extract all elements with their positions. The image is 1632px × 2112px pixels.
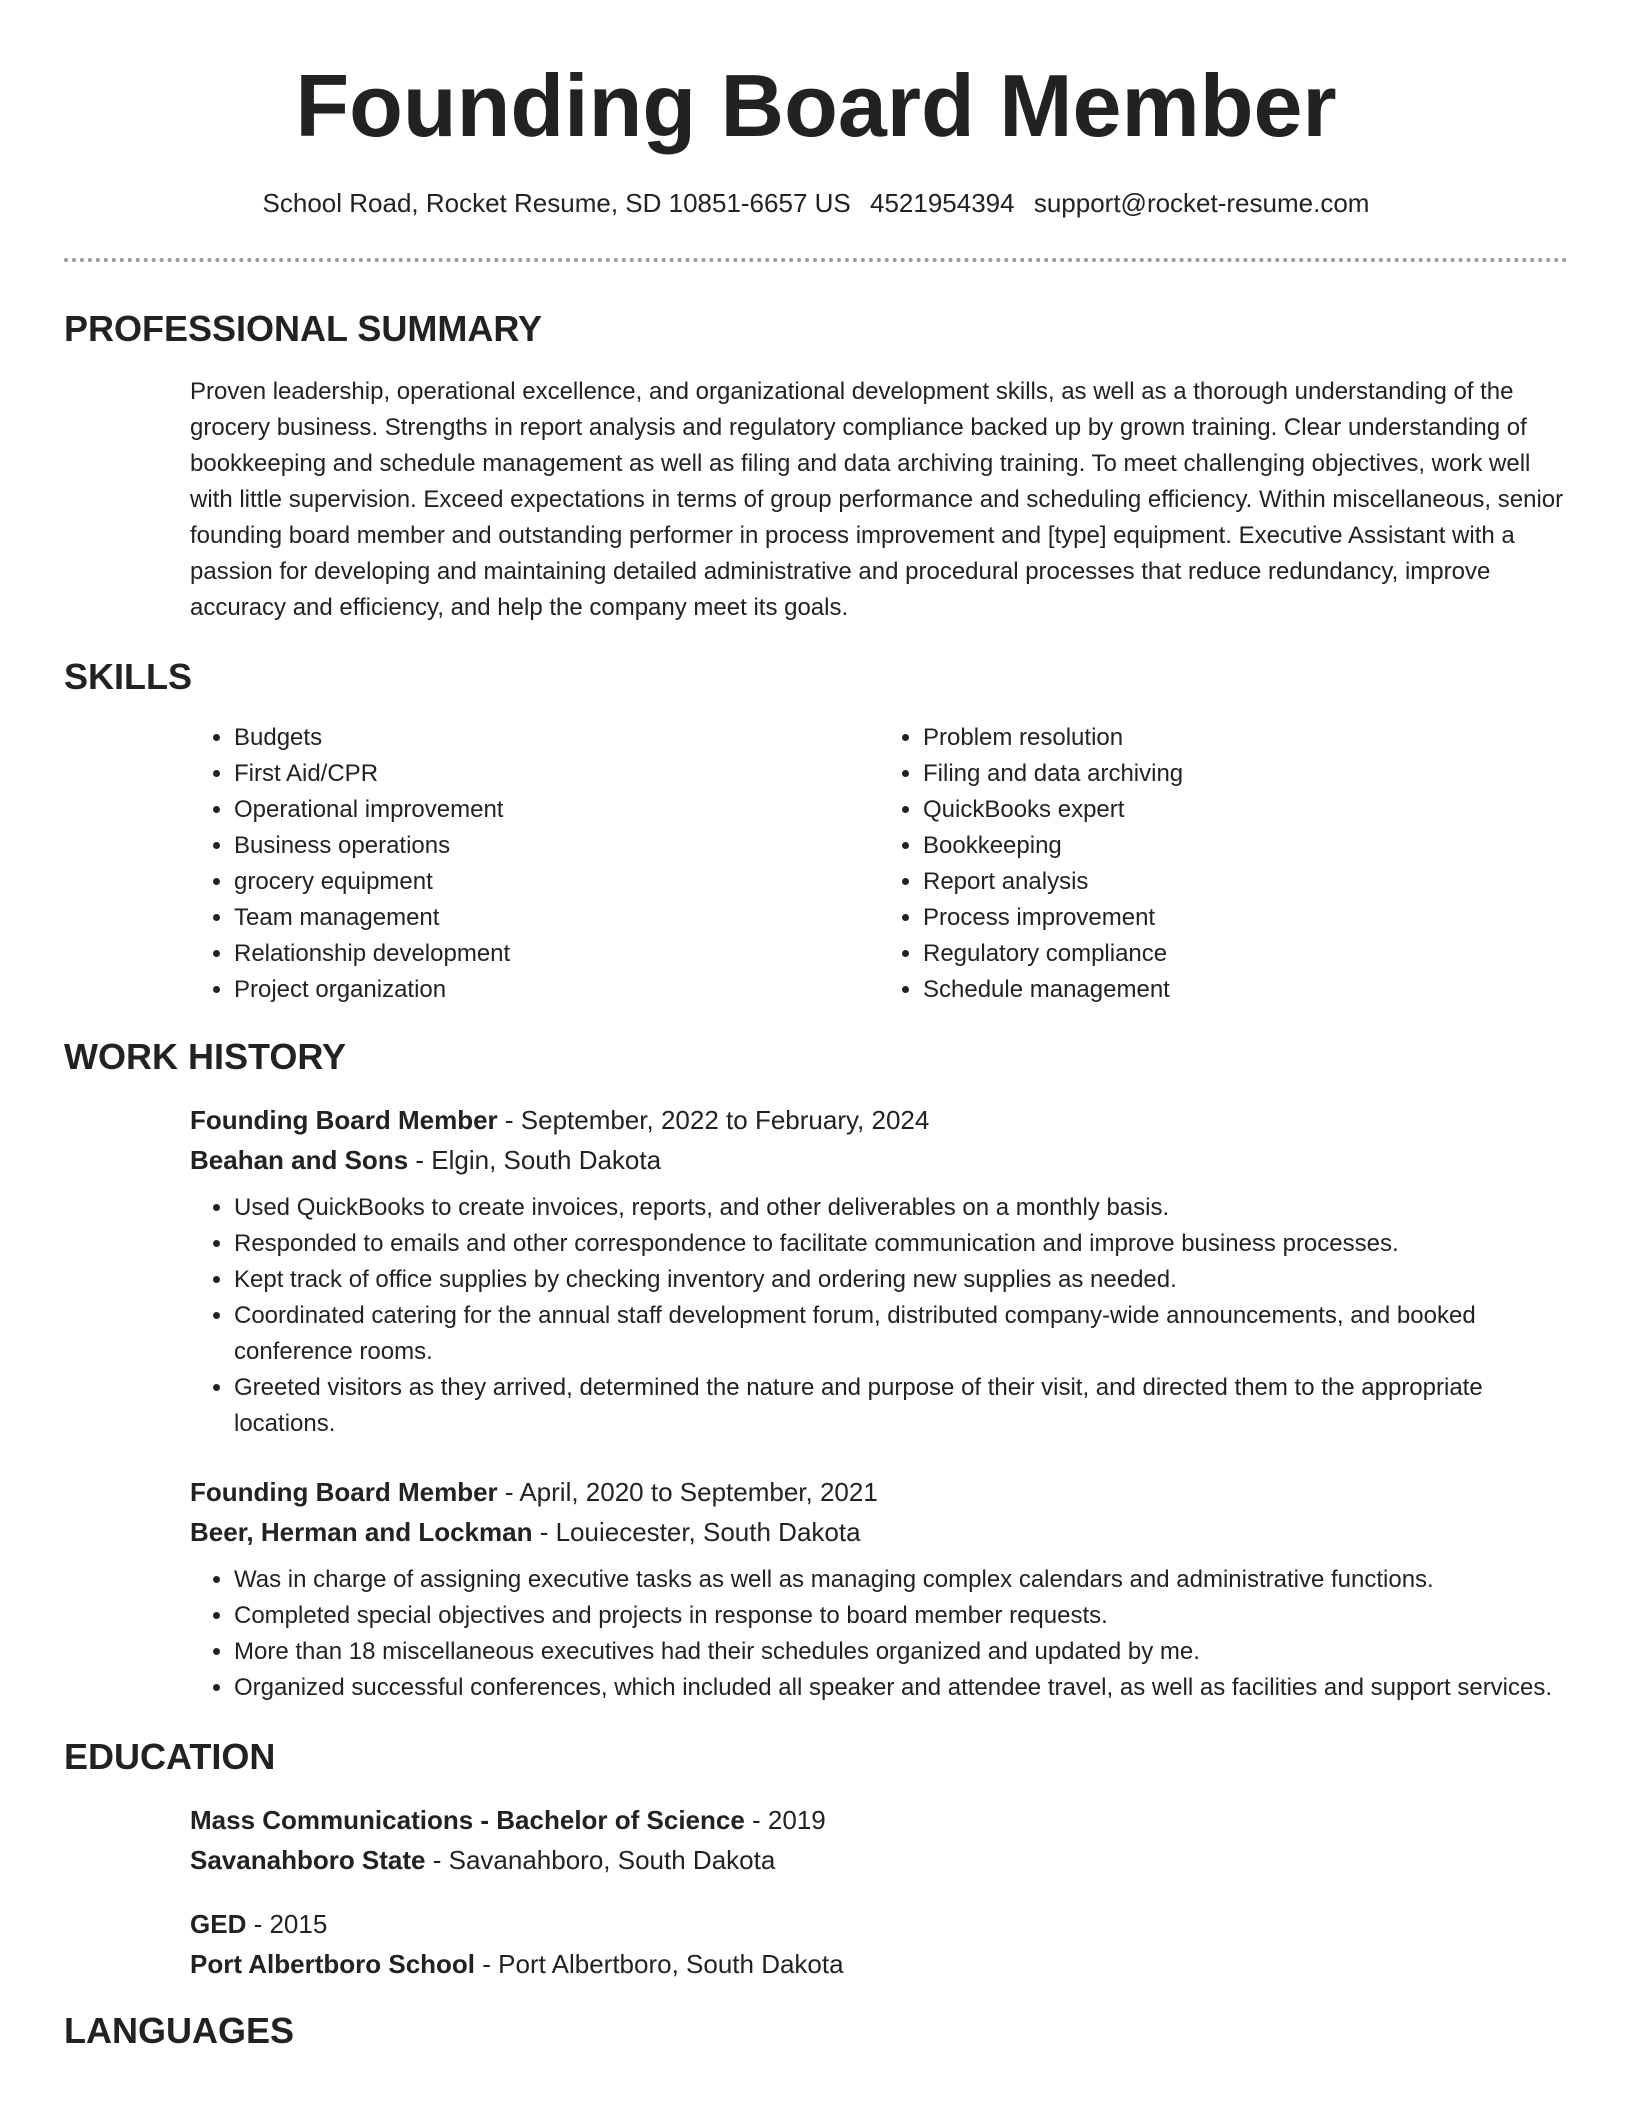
skill-item: • Problem resolution — [923, 720, 1568, 756]
resume-page — [64, 0, 1568, 2052]
education-location: - Port Albertboro, South Dakota — [475, 1949, 844, 1979]
skill-item: • Operational improvement — [234, 792, 879, 828]
skill-item: • Schedule management — [923, 972, 1568, 1008]
job-bullet: • Was in charge of assigning executive tasks as well as managing complex calendars and administrative functions. — [234, 1562, 1568, 1598]
contact-address: School Road, Rocket Resume, SD 10851-6657 US — [262, 188, 851, 218]
job-bullet: • Coordinated catering for the annual staff development forum, distributed company-wide announcements, and booked conference rooms. — [234, 1298, 1568, 1370]
job-bullets — [190, 1190, 1568, 1442]
job-bullet: • Used QuickBooks to create invoices, reports, and other deliverables on a monthly basis. — [234, 1190, 1568, 1226]
skill-item: • Filing and data archiving — [923, 756, 1568, 792]
skills-list — [190, 720, 1568, 1008]
skill-item: • grocery equipment — [234, 864, 879, 900]
section-title-education: EDUCATION — [64, 1736, 276, 1777]
job-company-line — [190, 1512, 1568, 1552]
education-degree: Mass Communications - Bachelor of Science — [190, 1805, 745, 1835]
job-bullet: • Greeted visitors as they arrived, determined the nature and purpose of their visit, and directed them to the appropriate locations. — [234, 1370, 1568, 1442]
education-degree: GED — [190, 1909, 247, 1939]
job-company: Beer, Herman and Lockman — [190, 1517, 533, 1547]
skill-item: • Regulatory compliance — [923, 936, 1568, 972]
section-title-languages: LANGUAGES — [64, 2010, 295, 2051]
education-degree-line — [190, 1904, 1568, 1944]
skill-item: • Bookkeeping — [923, 828, 1568, 864]
skill-item: • Relationship development — [234, 936, 879, 972]
education-entry — [190, 1800, 1568, 1880]
skill-item: • First Aid/CPR — [234, 756, 879, 792]
job-location: - Elgin, South Dakota — [408, 1145, 662, 1175]
section-title-summary: PROFESSIONAL SUMMARY — [64, 308, 543, 349]
skills-column-right — [879, 720, 1568, 1008]
job-location: - Louiecester, South Dakota — [532, 1517, 861, 1547]
skill-item: • Budgets — [234, 720, 879, 756]
skills-column-left — [190, 720, 879, 1008]
skill-item: • Process improvement — [923, 900, 1568, 936]
contact-email: support@rocket-resume.com — [1033, 188, 1370, 218]
education-year: - 2019 — [744, 1805, 826, 1835]
contact-phone: 4521954394 — [869, 188, 1015, 218]
job-entry — [190, 1472, 1568, 1706]
education-year: - 2015 — [246, 1909, 328, 1939]
education-school-line — [190, 1840, 1568, 1880]
resume-name: Founding Board Member — [295, 56, 1337, 155]
job-bullet: • Kept track of office supplies by checking inventory and ordering new supplies as needed. — [234, 1262, 1568, 1298]
summary-text: Proven leadership, operational excellence, and organizational development skills, as well as a thorough understanding of the grocery business. Strengths in report analysis and regulatory compliance backed up by grown training. Clear understanding of bookkeeping and schedule management as well as filing and data archiving training. To meet challenging objectives, work well with little supervision. Exceed expectations in terms of group performance and scheduling efficiency. Within miscellaneous, senior founding board member and outstanding performer in process improvement and [type] equipment. Executive Assistant with a passion for developing and maintaining detailed administrative and procedural processes that reduce redundancy, improve accuracy and efficiency, and help the company meet its goals. — [190, 378, 1564, 621]
section-title-skills: SKILLS — [64, 656, 193, 697]
education-location: - Savanahboro, South Dakota — [425, 1845, 776, 1875]
job-dates: - April, 2020 to September, 2021 — [497, 1477, 878, 1507]
job-role: Founding Board Member — [190, 1477, 498, 1507]
job-company-line — [190, 1140, 1568, 1180]
skill-item: • Project organization — [234, 972, 879, 1008]
skill-item: • Team management — [234, 900, 879, 936]
job-dates: - September, 2022 to February, 2024 — [497, 1105, 930, 1135]
contact-line — [64, 186, 1568, 220]
education-school-line — [190, 1944, 1568, 1984]
section-title-work-history: WORK HISTORY — [64, 1036, 347, 1077]
education-school: Savanahboro State — [190, 1845, 426, 1875]
job-company: Beahan and Sons — [190, 1145, 409, 1175]
job-bullet: • More than 18 miscellaneous executives had their schedules organized and updated by me. — [234, 1634, 1568, 1670]
job-bullet: • Responded to emails and other correspondence to facilitate communication and improve business processes. — [234, 1226, 1568, 1262]
job-entry — [190, 1100, 1568, 1442]
job-role: Founding Board Member — [190, 1105, 498, 1135]
skill-item: • Report analysis — [923, 864, 1568, 900]
education-school: Port Albertboro School — [190, 1949, 476, 1979]
header-divider — [64, 258, 1568, 262]
education-degree-line — [190, 1800, 1568, 1840]
skill-item: • QuickBooks expert — [923, 792, 1568, 828]
job-role-line — [190, 1100, 1568, 1140]
job-role-line — [190, 1472, 1568, 1512]
skill-item: • Business operations — [234, 828, 879, 864]
job-bullets — [190, 1562, 1568, 1706]
job-bullet: • Completed special objectives and projects in response to board member requests. — [234, 1598, 1568, 1634]
education-entry — [190, 1904, 1568, 1984]
job-bullet: • Organized successful conferences, which included all speaker and attendee travel, as well as facilities and support services. — [234, 1670, 1568, 1706]
